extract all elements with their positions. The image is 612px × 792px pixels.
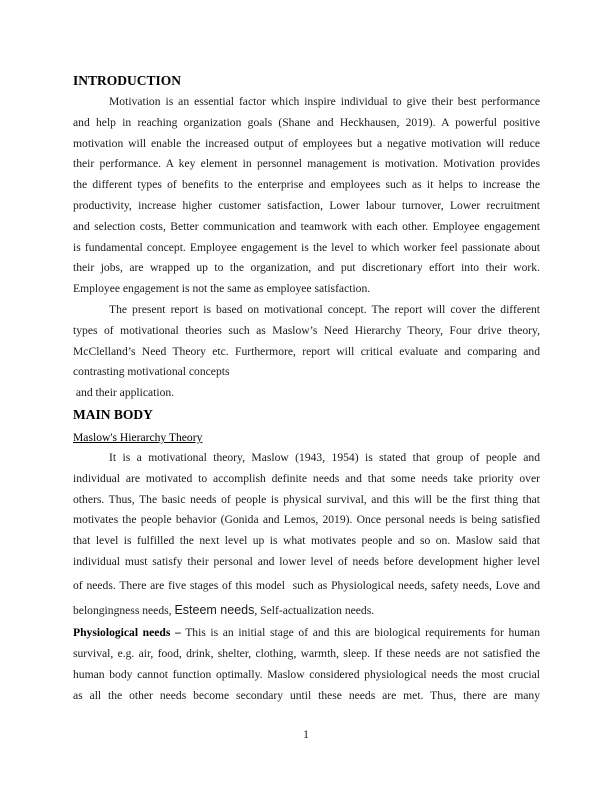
introduction-heading: INTRODUCTION bbox=[73, 73, 182, 88]
text-line: their jobs, are wrapped up to the organization, and put discretionary effort into their work. bbox=[73, 261, 540, 275]
text-line: and help in reaching organization goals (Shane and Heckhausen, 2019). A powerful positive bbox=[73, 115, 540, 129]
text-line: motivation will enable the increased output of employees but a negative motivation will reduce bbox=[73, 136, 540, 150]
text-line: human body cannot function optimally. Maslow considered physiological needs the most crucial bbox=[73, 667, 540, 681]
text-span: This is an initial stage of and this are biological requirements for human bbox=[180, 626, 540, 640]
text-line: that level is fulfilled the next level up is what motivates people and so on. Maslow said that bbox=[73, 534, 540, 548]
text-line: individual must satisfy their personal and lower level of needs before development higher level bbox=[73, 554, 540, 568]
text-line: the different types of benefits to the enterprise and employees such as it helps to increase the bbox=[73, 178, 540, 192]
text-line: and their application. bbox=[73, 386, 175, 400]
text-line: Employee engagement is not the same as employee satisfaction. bbox=[73, 282, 371, 296]
text-line: Motivation is an essential factor which inspire individual to give their best performance bbox=[109, 95, 540, 108]
text-line: and selection costs, Better communication and teamwork with each other. Employee engagement bbox=[73, 219, 540, 233]
text-span: belongingness needs, bbox=[73, 603, 175, 617]
text-line: motivates the people behavior (Gonida and Lemos, 2019). Once personal needs is being satisfied bbox=[73, 513, 540, 527]
text-line: of needs. There are five stages of this model such as Physiological needs, safety needs, Love and bbox=[73, 578, 540, 592]
introduction-paragraph-2 bbox=[73, 300, 540, 404]
text-line: is fundamental concept. Employee engagement is the level to which worker feel passionate about bbox=[73, 240, 540, 254]
main-body-heading: MAIN BODY bbox=[73, 406, 153, 422]
text-line bbox=[73, 600, 540, 621]
text-line: others. Thus, The basic needs of people is physical survival, and this will be the first thing that bbox=[73, 492, 540, 506]
text-line: The present report is based on motivational concept. The report will cover the different bbox=[109, 302, 540, 316]
text-line: It is a motivational theory, Maslow (1943, 1954) is stated that group of people and bbox=[109, 450, 540, 464]
maslow-subheading: Maslow's Hierarchy Theory bbox=[73, 430, 203, 444]
text-line: productivity, increase higher customer satisfaction, Lower labour turnover, Lower recruitment bbox=[73, 198, 540, 212]
text-span: , Self-actualization needs. bbox=[254, 603, 375, 617]
physiological-label: Physiological needs – bbox=[73, 626, 181, 640]
maslow-paragraph bbox=[73, 448, 540, 620]
introduction-paragraph-1 bbox=[73, 92, 540, 300]
esteem-text: Esteem needs bbox=[174, 602, 255, 617]
text-line: McClelland’s Need Theory etc. Furthermore, report will critical evaluate and comparing and bbox=[73, 344, 540, 358]
text-line bbox=[73, 623, 540, 644]
text-line: individual are motivated to accomplish definite needs and that some needs take priority over bbox=[73, 471, 540, 485]
physiological-paragraph bbox=[73, 623, 540, 706]
document-page bbox=[73, 70, 540, 707]
text-line: their performance. A key element in personnel management is motivation. Motivation provides bbox=[73, 157, 540, 171]
text-line: as all the other needs become secondary until these needs are met. Thus, there are many bbox=[73, 688, 540, 702]
text-line: survival, e.g. air, food, drink, shelter, clothing, warmth, sleep. If these needs are not satisfied the bbox=[73, 647, 540, 661]
text-line: contrasting motivational concepts bbox=[73, 365, 230, 379]
text-line: types of motivational theories such as Maslow’s Need Hierarchy Theory, Four drive theory, bbox=[73, 323, 540, 337]
page-number: 1 bbox=[303, 728, 309, 741]
